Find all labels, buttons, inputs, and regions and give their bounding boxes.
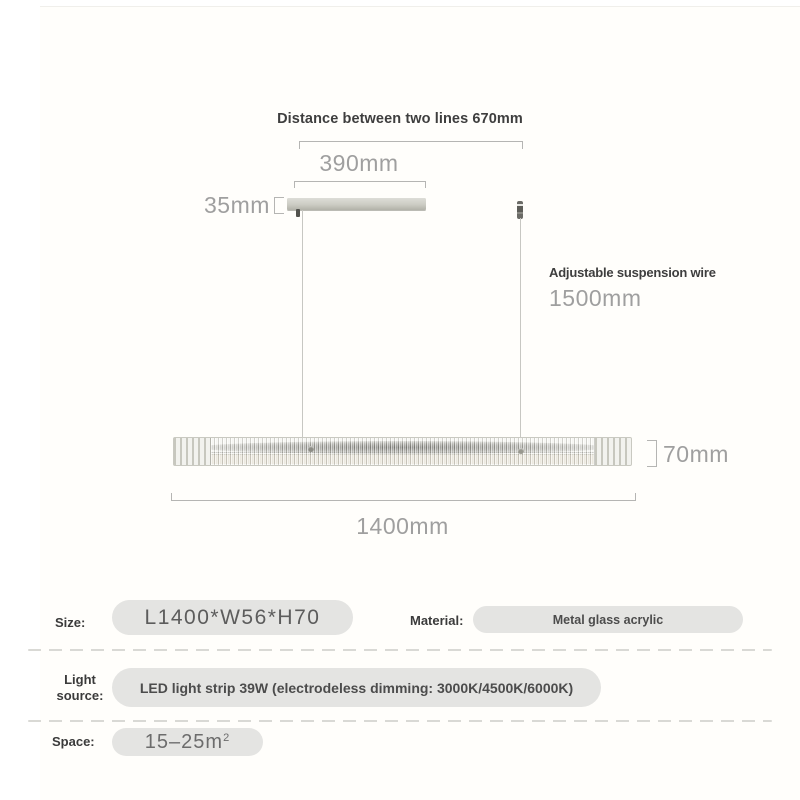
spec-label-size: Size: — [55, 615, 86, 630]
dim-1400-label: 1400mm — [356, 513, 449, 539]
wire-note-label: Adjustable suspension wire — [549, 265, 716, 280]
wire-mount-left — [308, 446, 314, 452]
suspension-wire-left — [302, 210, 303, 437]
wire-adjuster — [517, 201, 523, 219]
spec-label-material: Material: — [410, 613, 464, 628]
fixture-end-cap-right — [594, 438, 631, 465]
bracket-35 — [274, 197, 284, 214]
suspension-wire-right — [520, 218, 521, 437]
wire-mount-right — [518, 448, 524, 454]
spec-label-space: Space: — [52, 734, 95, 749]
space-value: 15–25m — [144, 730, 224, 753]
spec-value-space: 15–25m $^2$ — [112, 728, 263, 756]
fixture-ribs — [174, 438, 631, 465]
dim-line-1400 — [171, 493, 636, 501]
distance-note: Distance between two lines 670mm — [277, 111, 523, 127]
spec-value-size: L1400*W56*H70 — [112, 600, 353, 635]
canopy-wire-nub — [296, 209, 300, 217]
dim-390-label: 390mm — [319, 150, 399, 176]
spec-value-material: Metal glass acrylic — [473, 606, 743, 633]
fixture-end-cap-left — [174, 438, 211, 465]
dashed-divider-2 — [28, 720, 772, 722]
spec-value-light-source: LED light strip 39W (electrodeless dimming: 3000K/4500K/6000K) — [112, 668, 601, 707]
bracket-70 — [647, 440, 657, 467]
dim-1500-label: 1500mm — [549, 285, 642, 311]
dim-70-label: 70mm — [663, 441, 729, 467]
bracket-670 — [299, 141, 523, 149]
light-fixture — [173, 437, 632, 466]
canopy-bar — [287, 198, 426, 210]
spec-label-light-source: Light source: — [56, 672, 104, 703]
dashed-divider-1 — [28, 649, 772, 651]
dim-35-label: 35mm — [204, 192, 270, 218]
bracket-390 — [294, 181, 426, 188]
